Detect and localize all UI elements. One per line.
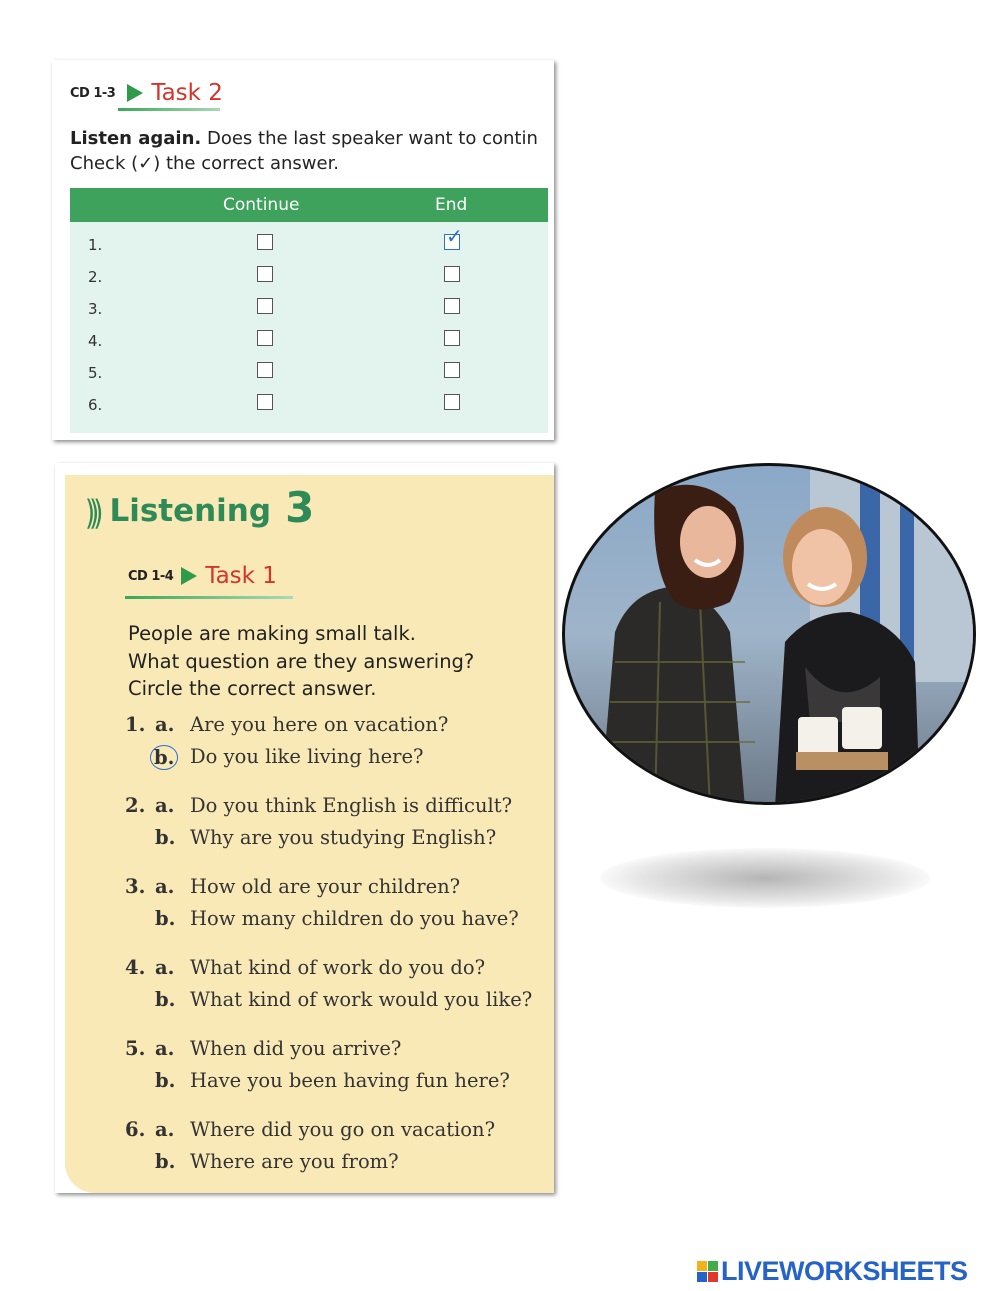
instruction-rest: Does the last speaker want to contin (201, 128, 538, 149)
answer-option[interactable] (55, 826, 554, 854)
option-letter: a. (155, 956, 175, 979)
end-checkbox[interactable] (444, 266, 460, 282)
table-row (70, 294, 548, 326)
option-text: How old are your children? (190, 875, 461, 898)
brand-name: LIVEWORKSHEETS (721, 1256, 968, 1286)
answer-option[interactable] (55, 1069, 554, 1097)
answer-option[interactable] (55, 1037, 554, 1065)
table-row (70, 326, 548, 358)
option-text: Where are you from? (190, 1150, 399, 1173)
table-row (70, 390, 548, 422)
continue-checkbox[interactable] (257, 362, 273, 378)
option-text: Do you like living here? (190, 745, 424, 768)
option-letter: b. (155, 988, 176, 1011)
end-checkbox[interactable] (444, 394, 460, 410)
cd-track-label: CD 1-3 (70, 85, 116, 101)
task1-header (128, 563, 277, 589)
option-text: How many children do you have? (190, 907, 519, 930)
table-row (70, 358, 548, 390)
continue-checkbox[interactable] (257, 266, 273, 282)
option-text: Why are you studying English? (190, 826, 497, 849)
logo-square (697, 1261, 707, 1271)
continue-checkbox[interactable] (257, 330, 273, 346)
continue-checkbox[interactable] (257, 394, 273, 410)
option-letter: b. (155, 826, 176, 849)
option-text: Where did you go on vacation? (190, 1118, 496, 1141)
task2-title: Task 2 (151, 80, 223, 106)
table-row (70, 262, 548, 294)
logo-square (708, 1272, 718, 1282)
option-text: Are you here on vacation? (190, 713, 449, 736)
header-continue: Continue (223, 195, 300, 215)
instruction-line: What question are they answering? (128, 649, 475, 673)
header-end: End (435, 195, 468, 215)
task1-title: Task 1 (205, 563, 277, 589)
row-number: 5. (88, 364, 103, 382)
end-checkbox[interactable] (444, 224, 463, 250)
option-letter: a. (155, 1118, 175, 1141)
logo-square (708, 1261, 718, 1271)
play-icon[interactable] (181, 567, 197, 585)
question-number: 5. (125, 1037, 146, 1060)
listening-number: 3 (285, 483, 315, 532)
task1-instructions (128, 620, 474, 703)
option-text: Have you been having fun here? (190, 1069, 510, 1092)
instruction-bold: Listen again. (70, 128, 202, 149)
option-letter: a. (155, 1037, 175, 1060)
audio-waves-icon: ))) (85, 494, 98, 534)
answer-option[interactable] (55, 794, 554, 822)
table-header (70, 188, 548, 222)
logo-square (697, 1272, 707, 1282)
row-number: 2. (88, 268, 103, 286)
answer-option[interactable] (55, 713, 554, 741)
answer-option[interactable] (55, 1150, 554, 1178)
option-letter: b. (155, 1150, 176, 1173)
listening-word: Listening (109, 493, 272, 529)
end-checkbox[interactable] (444, 298, 460, 314)
continue-checkbox[interactable] (257, 298, 273, 314)
task2-underline (118, 108, 220, 111)
cd-track-label: CD 1-4 (128, 568, 174, 584)
question-number: 3. (125, 875, 146, 898)
answer-option[interactable] (55, 988, 554, 1016)
answer-option[interactable] (55, 1118, 554, 1146)
row-number: 6. (88, 396, 103, 414)
task2-card (52, 60, 554, 440)
option-letter: b. (155, 1069, 176, 1092)
option-text: Do you think English is difficult? (190, 794, 513, 817)
question-number: 6. (125, 1118, 146, 1141)
option-text: When did you arrive? (190, 1037, 402, 1060)
answer-option[interactable] (55, 745, 554, 773)
end-checkbox[interactable] (444, 362, 460, 378)
two-women-photo (560, 462, 978, 807)
table-row (70, 224, 548, 262)
option-letter: b. (155, 907, 176, 930)
instruction-line2: Check (✓) the correct answer. (70, 153, 340, 174)
question-number: 2. (125, 794, 146, 817)
end-checkbox[interactable] (444, 330, 460, 346)
play-icon[interactable] (127, 84, 143, 102)
option-text: What kind of work would you like? (190, 988, 533, 1011)
listening-card (55, 463, 554, 1193)
option-letter: b. (150, 745, 178, 770)
task2-instruction (70, 126, 538, 176)
photo-shadow (600, 848, 930, 908)
task2-header (70, 80, 223, 106)
option-letter: a. (155, 875, 175, 898)
row-number: 1. (88, 236, 103, 254)
continue-checkbox[interactable] (257, 234, 273, 250)
listening-heading (85, 483, 315, 534)
liveworksheets-brand[interactable] (697, 1256, 968, 1287)
answer-option[interactable] (55, 956, 554, 984)
row-number: 4. (88, 332, 103, 350)
instruction-line: People are making small talk. (128, 622, 416, 645)
answer-option[interactable] (55, 875, 554, 903)
answer-table (70, 188, 548, 433)
instruction-line: Circle the correct answer. (128, 677, 377, 700)
option-letter: a. (155, 713, 175, 736)
option-text: What kind of work do you do? (190, 956, 486, 979)
question-number: 4. (125, 956, 146, 979)
question-number: 1. (125, 713, 146, 736)
row-number: 3. (88, 300, 103, 318)
task1-underline (125, 596, 293, 599)
liveworksheets-logo-icon (697, 1261, 718, 1282)
option-letter: a. (155, 794, 175, 817)
check-mark-icon: ✓ (446, 224, 463, 248)
answer-option[interactable] (55, 907, 554, 935)
